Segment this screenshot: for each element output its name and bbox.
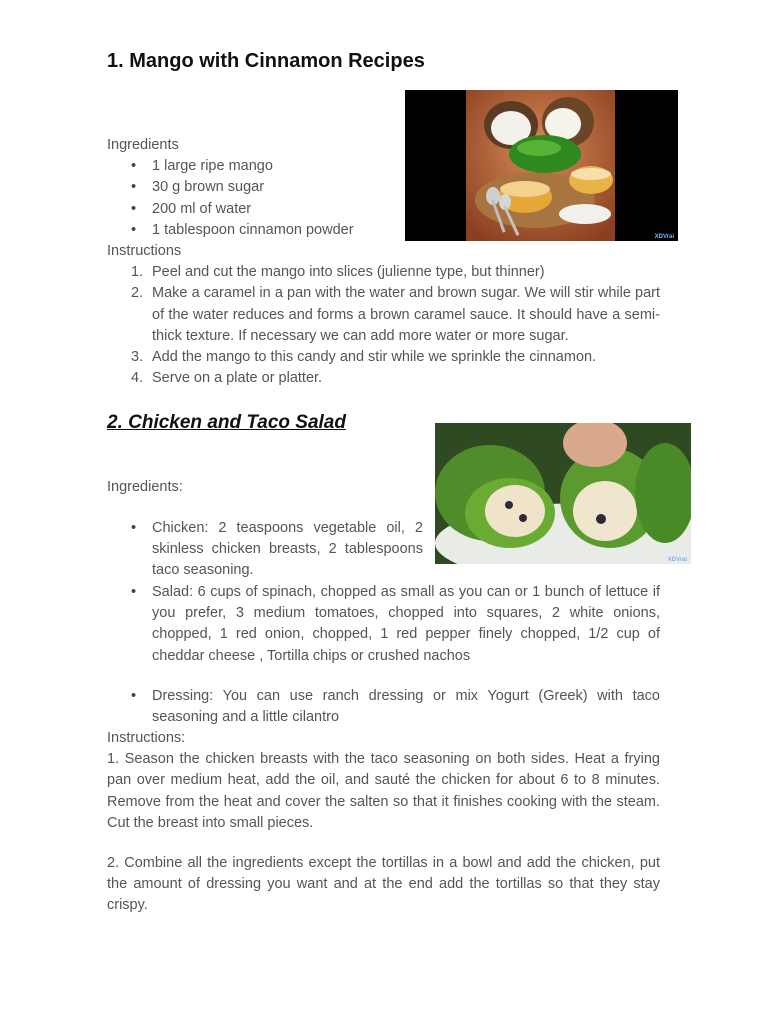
recipe-1-ingredients-list	[107, 156, 667, 241]
step-item: 3. Add the mango to this candy and stir while we sprinkle the cinnamon.	[131, 349, 597, 366]
recipe-2-instructions-label: Instructions:	[107, 730, 186, 746]
photo-watermark: XDVrai	[654, 234, 674, 240]
ingredient-item: • Dressing: You can use ranch dressing or mix Yogurt (Greek) with taco seasoning and a little cilantro	[107, 686, 660, 728]
recipe-1-instructions-label: Instructions	[107, 243, 182, 260]
lettuce-wrap-illustration	[435, 423, 691, 564]
ingredient-item: • Chicken: 2 teaspoons vegetable oil, 2 skinless chicken breasts, 2 tablespoons taco seasoning.	[107, 518, 423, 582]
ingredient-item: • 30 g brown sugar	[107, 177, 667, 198]
ingredient-item: • Salad: 6 cups of spinach, chopped as small as you can or 1 bunch of lettuce if you prefer, 3 medium tomatoes, chopped into squares, 2 white onions, chopped, 1 red onion, chopped, 1 red pepper finely chopped, 1/2 cup of cheddar cheese , Tortilla chips or crushed nachos	[107, 582, 660, 667]
chicken-lettuce-wrap-photo	[435, 423, 691, 564]
recipe-1-ingredients-label: Ingredients	[107, 137, 179, 153]
recipe-2-ingredients-label: Ingredients:	[107, 479, 183, 495]
photo-watermark: XDVrai	[667, 557, 687, 563]
recipe-2-title: 2. Chicken and Taco Salad	[107, 412, 346, 433]
recipe-2-ingredients-list-cont	[107, 582, 660, 728]
ingredient-item: • 1 large ripe mango	[107, 156, 667, 177]
ingredient-item: • 1 tablespoon cinnamon powder	[107, 220, 667, 241]
recipe-1-title: 1. Mango with Cinnamon Recipes	[107, 50, 425, 72]
step-item: 1. Peel and cut the mango into slices (julienne type, but thinner)	[131, 264, 545, 281]
recipe-2-ingredients-list	[107, 518, 423, 582]
step-item: 2. Make a caramel in a pan with the water and brown sugar. We will stir while part of the water reduces and forms a brown caramel sauce. It should have a semi-thick texture. If necessary we can add more water or more sugar.	[131, 285, 660, 344]
step-item: 4. Serve on a plate or platter.	[131, 370, 323, 387]
instruction-paragraph: 2. Combine all the ingredients except the tortillas in a bowl and add the chicken, put the amount of dressing you want and at the end add the tortillas so that they stay crispy.	[107, 855, 660, 914]
recipe-1-steps-list	[107, 262, 660, 389]
instruction-paragraph: 1. Season the chicken breasts with the taco seasoning on both sides. Heat a frying pan over medium heat, add the oil, and sauté the chicken for about 6 to 8 minutes. Remove from the heat and cover the salten so that it finishes cooking with the steam. Cut the breast into small pieces.	[107, 751, 660, 831]
ingredient-item: • 200 ml of water	[107, 199, 667, 220]
